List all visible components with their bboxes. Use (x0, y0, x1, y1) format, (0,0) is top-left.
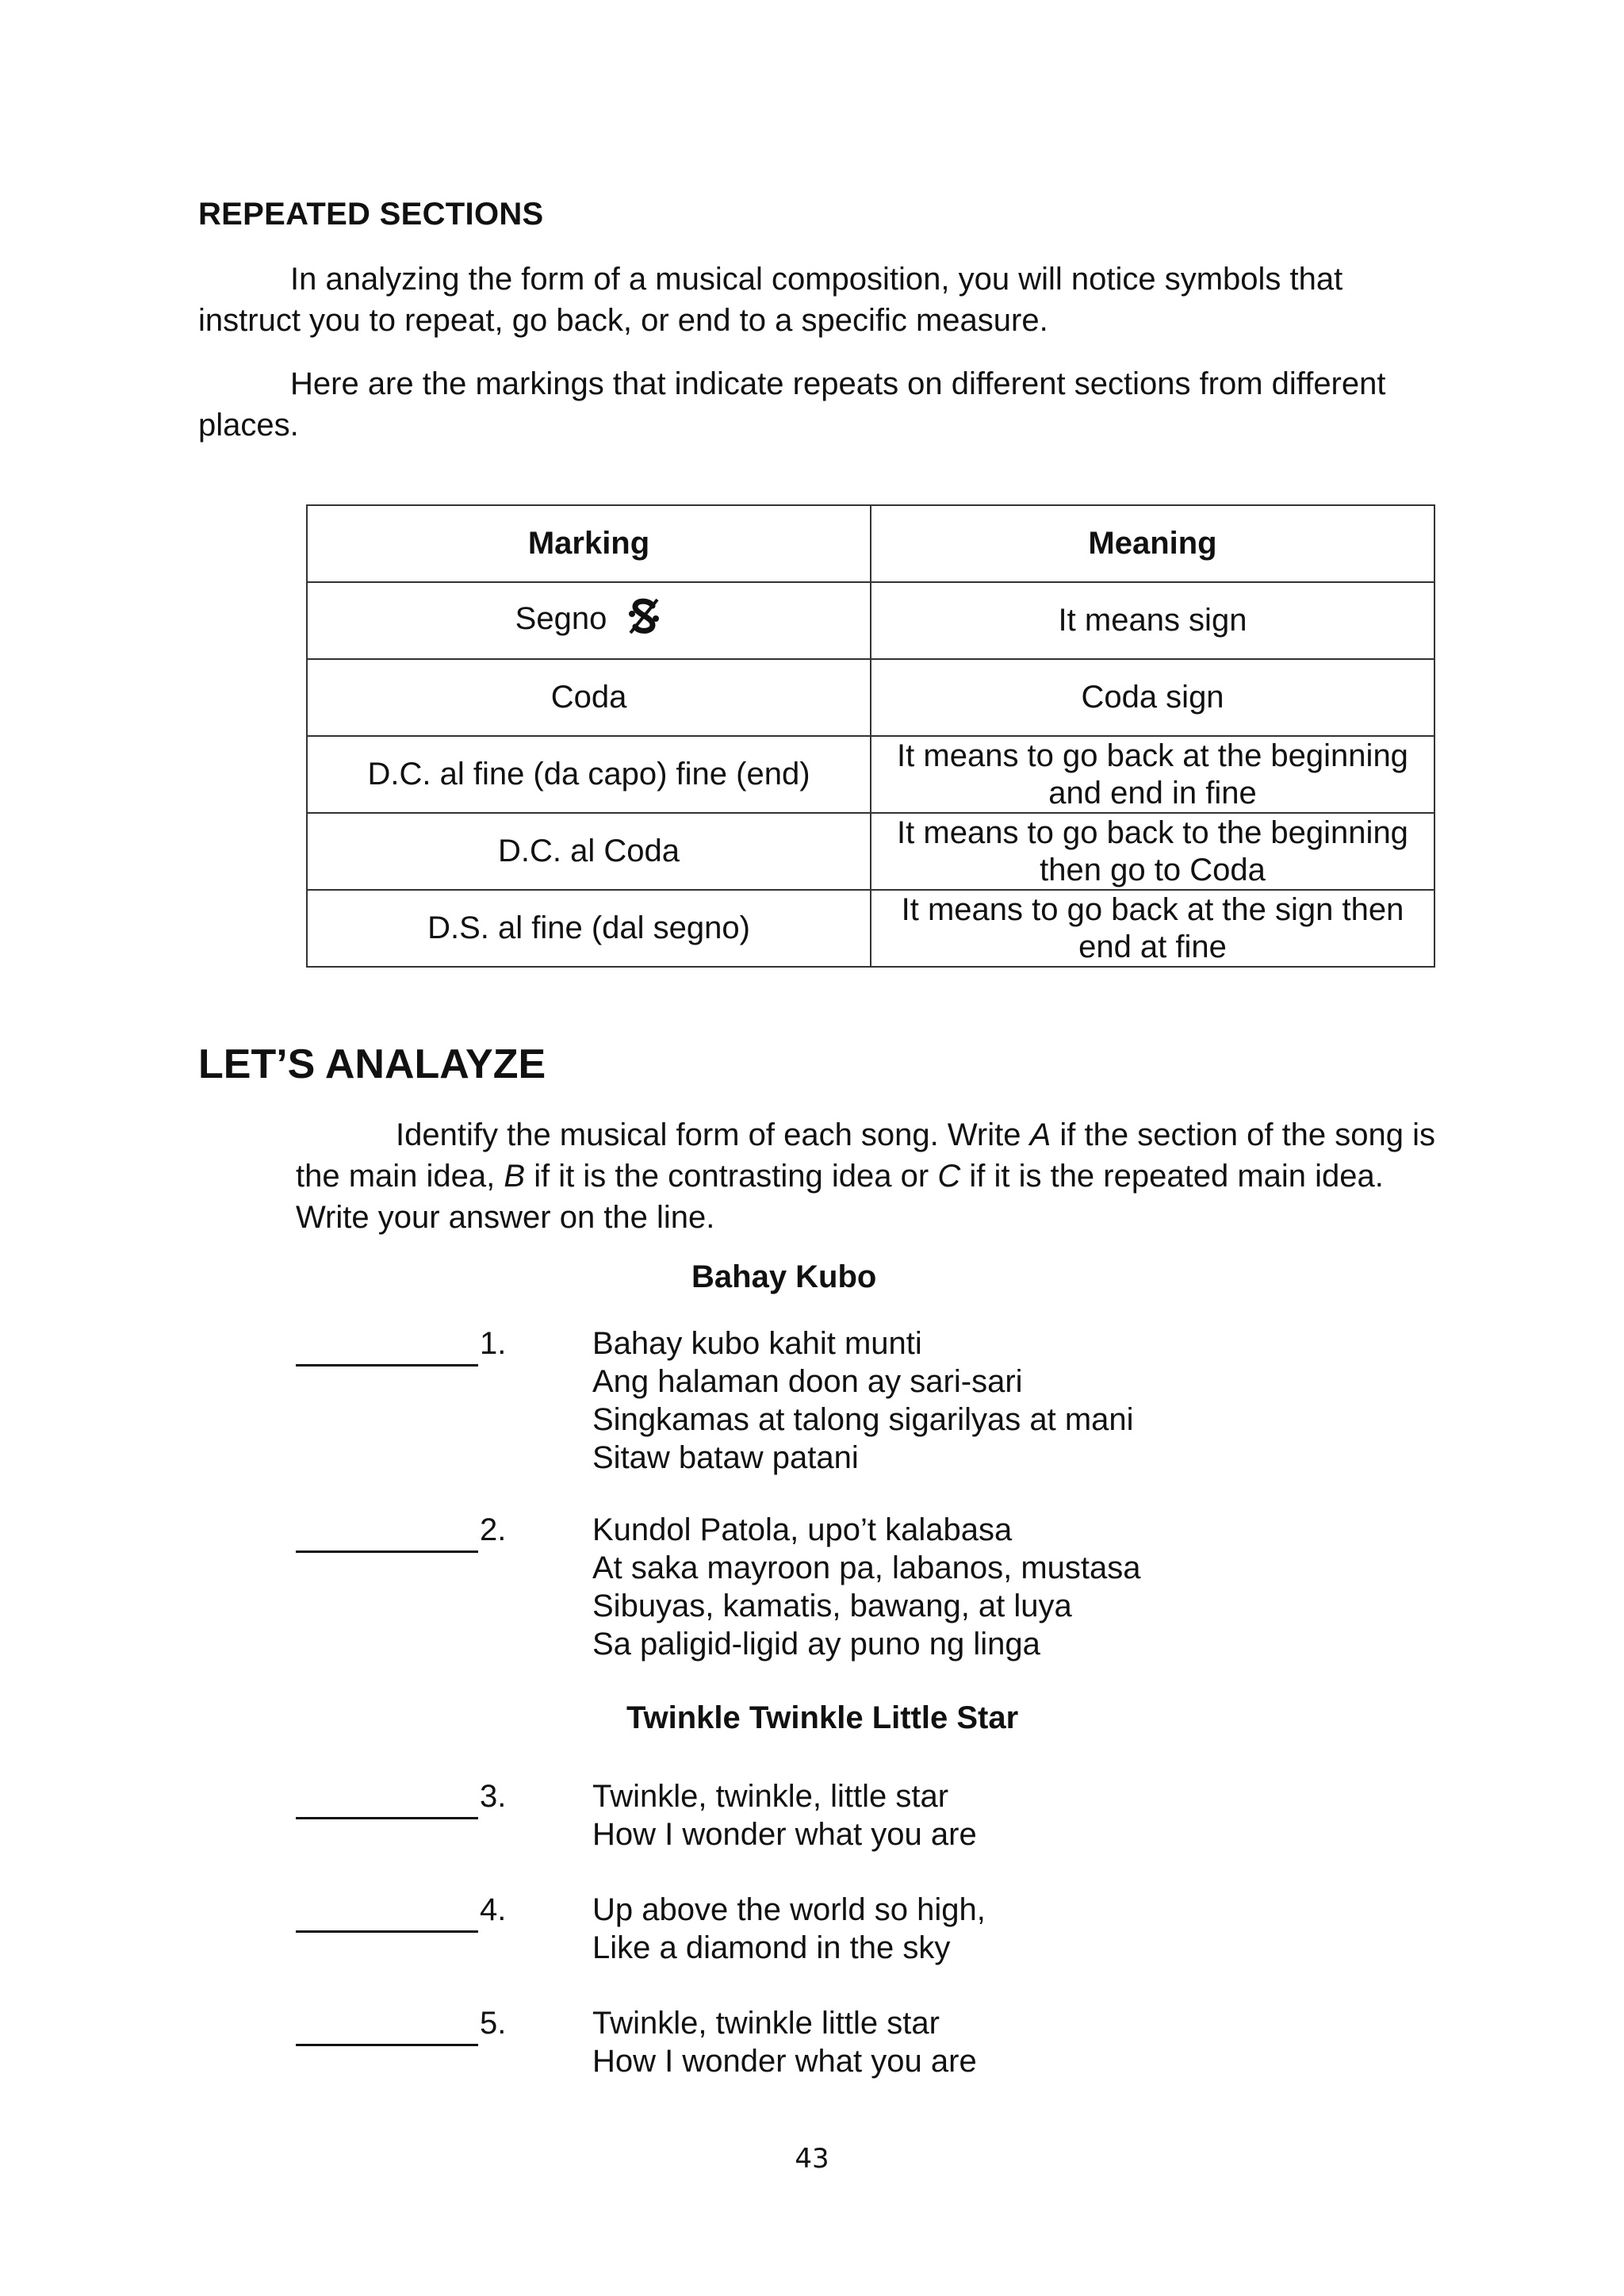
item-number: 4. (480, 1892, 507, 1927)
marking-cell: Coda (307, 659, 871, 736)
table-row (307, 659, 1434, 736)
table-row (307, 890, 1434, 967)
meaning-cell: It means to go back to the beginning then go to Coda (871, 813, 1434, 890)
lyric-line: Sitaw bataw patani (592, 1440, 859, 1475)
meaning-cell: It means to go back at the beginning and end in fine (871, 736, 1434, 813)
lyrics (592, 1777, 977, 1853)
answer-line[interactable] (296, 2004, 478, 2046)
lyric-line: Up above the world so high, (592, 1892, 986, 1927)
markings-paragraph-text: Here are the markings that indicate repeats on different sections from different places. (198, 366, 1386, 443)
table-header-row (307, 505, 1434, 582)
lyric-line: Singkamas at talong sigarilyas at mani (592, 1402, 1134, 1437)
instruction-letter-b: B (504, 1159, 526, 1194)
meaning-cell: Coda sign (871, 659, 1434, 736)
instruction-text: if it is the contrasting idea or (525, 1159, 938, 1194)
instruction-text: if the section of the song is the main idea, (296, 1117, 1436, 1194)
lyrics (592, 1324, 1134, 1477)
marking-cell: D.S. al fine (dal segno) (307, 890, 871, 967)
item-number: 3. (480, 1779, 507, 1814)
song-title: Twinkle Twinkle Little Star (626, 1700, 1019, 1735)
lyric-line: Twinkle, twinkle little star (592, 2006, 940, 2041)
lyrics (592, 1511, 1140, 1663)
answer-line[interactable] (296, 1511, 478, 1553)
intro-paragraph (198, 259, 1435, 341)
marking-text: Segno (515, 601, 607, 637)
page-number: 43 (795, 2143, 829, 2175)
marking-cell: D.C. al fine (da capo) fine (end) (307, 736, 871, 813)
instruction-letter-c: C (937, 1159, 961, 1194)
lyric-line: At saka mayroon pa, labanos, mustasa (592, 1550, 1141, 1585)
lyric-line: How I wonder what you are (592, 1817, 977, 1852)
meaning-cell: It means sign (871, 582, 1434, 659)
table-row (307, 736, 1434, 813)
table-row (307, 813, 1434, 890)
table-row (307, 582, 1434, 659)
song-title: Bahay Kubo (691, 1259, 877, 1294)
lyrics (592, 1891, 986, 1967)
section-title: REPEATED SECTIONS (198, 197, 544, 232)
instruction-letter-a: A (1029, 1117, 1051, 1152)
marking-cell (307, 582, 871, 659)
instruction-text: Identify the musical form of each song. Write (396, 1117, 1030, 1152)
analyze-heading: LET’S ANALAYZE (198, 1041, 546, 1087)
answer-line[interactable] (296, 1891, 478, 1933)
lyric-line: Sibuyas, kamatis, bawang, at luya (592, 1589, 1072, 1623)
markings-table (306, 504, 1435, 968)
item-number: 2. (480, 1512, 507, 1547)
lyric-line: How I wonder what you are (592, 2044, 977, 2079)
header-marking: Marking (307, 505, 871, 582)
header-meaning: Meaning (871, 505, 1434, 582)
item-number: 5. (480, 2006, 507, 2041)
intro-paragraph-text: In analyzing the form of a musical composition, you will notice symbols that instruct you to repeat, go back, or end to a specific measure. (198, 262, 1343, 338)
lyric-line: Ang halaman doon ay sari-sari (592, 1364, 1023, 1399)
lyric-line: Twinkle, twinkle, little star (592, 1779, 949, 1814)
item-number: 1. (480, 1326, 507, 1361)
lyrics (592, 2004, 977, 2080)
lyric-line: Sa paligid-ligid ay puno ng linga (592, 1627, 1040, 1662)
instruction-text: if it is the repeated main idea. Write your answer on the line. (296, 1159, 1384, 1235)
segno-icon (626, 596, 662, 645)
markings-paragraph (198, 363, 1435, 446)
answer-line[interactable] (296, 1324, 478, 1366)
instructions (296, 1114, 1438, 1238)
meaning-cell: It means to go back at the sign then end at fine (871, 890, 1434, 967)
lyric-line: Like a diamond in the sky (592, 1930, 951, 1965)
lyric-line: Bahay kubo kahit munti (592, 1326, 922, 1361)
answer-line[interactable] (296, 1777, 478, 1819)
lyric-line: Kundol Patola, upo’t kalabasa (592, 1512, 1013, 1547)
marking-cell: D.C. al Coda (307, 813, 871, 890)
